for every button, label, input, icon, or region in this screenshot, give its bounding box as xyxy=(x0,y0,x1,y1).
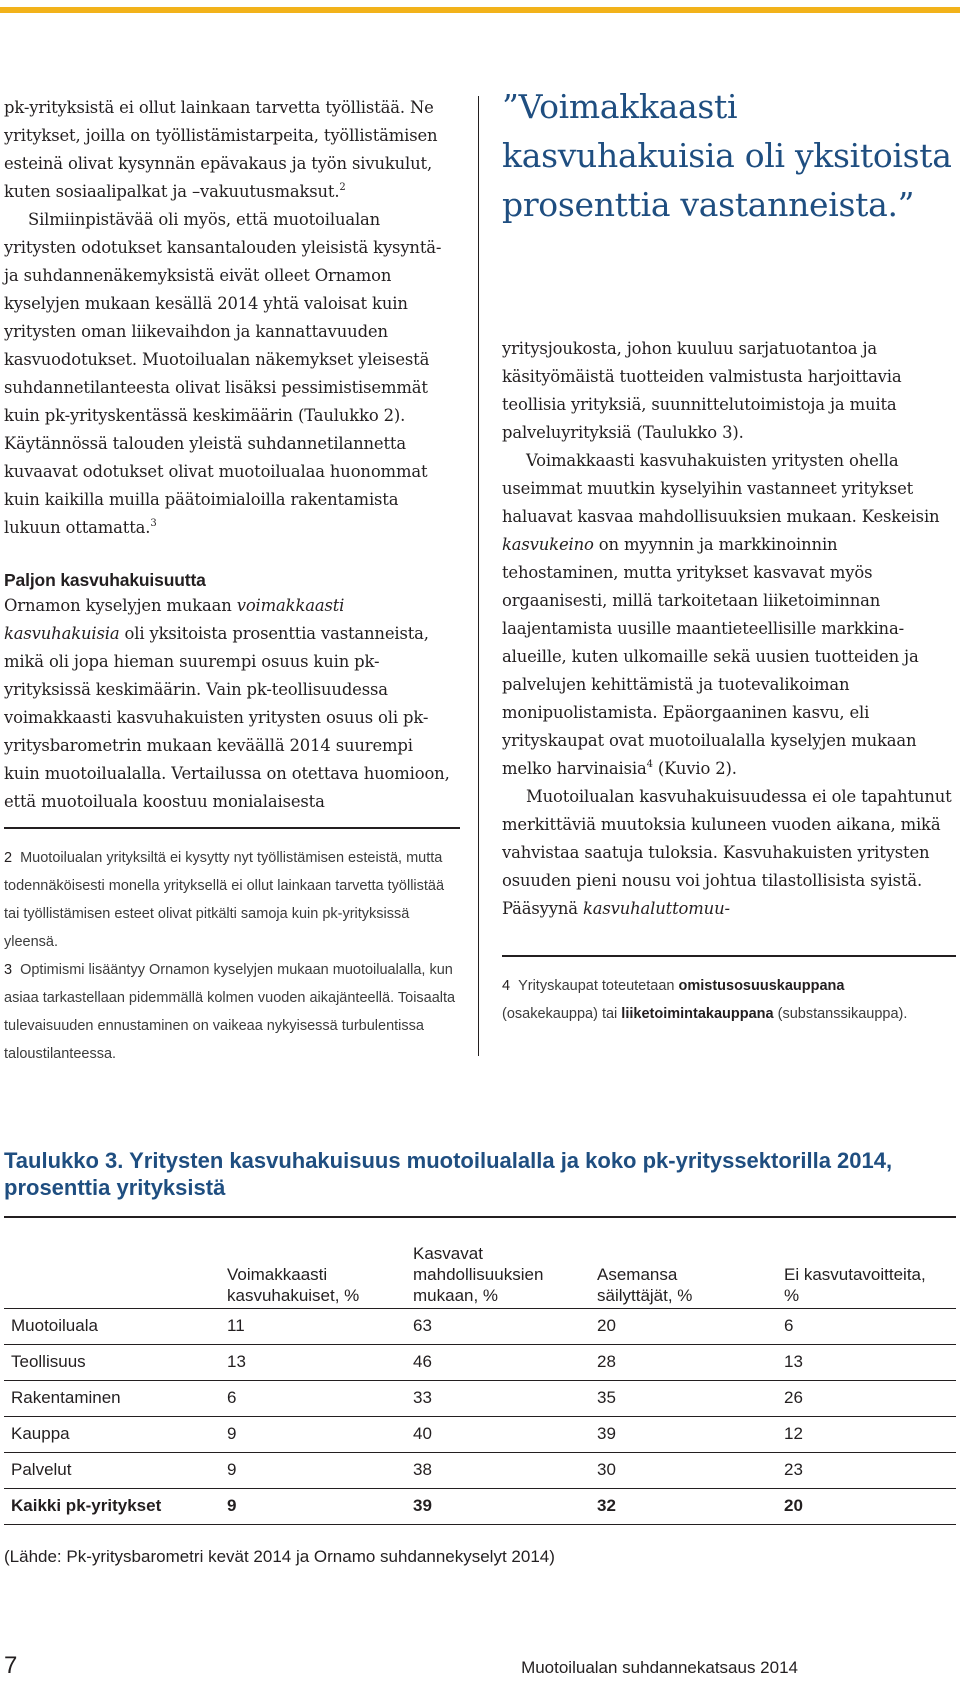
table-cell: 20 xyxy=(597,1316,616,1335)
table-cell: 9 xyxy=(227,1424,237,1443)
table-cell: 6 xyxy=(784,1316,794,1335)
header-voimakkaasti: Voimakkaasti kasvuhakuiset, % xyxy=(227,1265,360,1305)
table-cell: 46 xyxy=(413,1352,432,1371)
footnote-4: 4 Yrityskaupat toteutetaan omistusosuuskauppana (osakekauppa) tai liiketoimintakauppana (substanssikauppa). xyxy=(502,978,908,1022)
footnotes-left xyxy=(4,844,460,1068)
table-cell: 9 xyxy=(227,1460,237,1479)
table-cell: 33 xyxy=(413,1388,432,1407)
footnote-3: 3 Optimismi lisääntyy Ornamon kyselyjen mukaan muotoilualalla, kun asiaa tarkastellaan pidemmällä kolmen vuoden aikajänteellä. Toisaalta tulevaisuuden ennustaminen on vaikeaa nykyisessä turbulentissa taloustilanteessa. xyxy=(4,962,456,1062)
table-cell: 26 xyxy=(784,1388,803,1407)
left-paragraph-2: Silmiinpistävää oli myös, että muotoilualan yritysten odotukset kansantalouden yleisistä kysyntä- ja suhdannenäkemyksistä eivät olleet Ornamon kyselyjen mukaan kesällä 2014 yhtä valoisat kuin yritysten oman liikevaihdon ja kannattavuuden kasvuodotukset. Muotoilualan näkemykset yleisestä suhdannetilanteesta olivat lisäksi pessimistisemmät kuin pk-yrityskentässä keskimäärin (Taulukko 2). Käytännössä talouden yleistä suhdannetilannetta kuvaavat odotukset olivat muotoilualaa huonommat kuin kaikilla muilla päätoimialoilla rakentamista lukuun ottamatta.$^3$ xyxy=(4,210,442,537)
right-paragraph-1: yritysjoukosta, johon kuuluu sarjatuotantoa ja käsityömäistä tuotteiden valmistusta harjoittavia teollisia yrityksiä, suunnittelutoimistoja ja muita palveluyrityksiä (Taulukko 3). xyxy=(502,339,902,442)
table-cell: 40 xyxy=(413,1424,432,1443)
table-row xyxy=(4,1416,956,1452)
left-paragraph-1: pk-yrityksistä ei ollut lainkaan tarvetta työllistää. Ne yritykset, joilla on työllistämistarpeita, työllistämisen esteinä olivat kysynnän epävakaus ja työn sivukulut, kuten sosiaalipalkat ja –vakuutusmaksut.$^2$ xyxy=(4,98,438,201)
right-paragraph-3: Muotoilualan kasvuhakuisuudessa ei ole tapahtunut merkittäviä muutoksia kuluneen vuoden aikana, mikä vahvistaa saatuja tuloksia. Kasvuhakuisten yritysten osuuden pieni nousu voi johtua tilastollisista syistä. Pääsyynä kasvuhaluttomuu- xyxy=(502,787,952,918)
header-kasvavat: Kasvavat mahdollisuuksien mukaan, % xyxy=(413,1244,544,1305)
pull-quote: ”Voimakkaasti kasvuhakuisia oli yksitoista prosenttia vastanneista.” xyxy=(502,87,952,224)
row-label: Muotoiluala xyxy=(11,1316,98,1335)
table-row-total xyxy=(4,1488,956,1525)
header-asemansa: Asemansa säilyttäjät, % xyxy=(597,1265,693,1305)
table-cell: 39 xyxy=(413,1496,432,1515)
row-label: Palvelut xyxy=(11,1460,72,1479)
table-cell: 20 xyxy=(784,1496,803,1515)
table-cell: 13 xyxy=(227,1352,246,1371)
table-source: (Lähde: Pk-yritysbarometri kevät 2014 ja Ornamo suhdannekyselyt 2014) xyxy=(4,1547,555,1566)
table-cell: 28 xyxy=(597,1352,616,1371)
table-cell: 39 xyxy=(597,1424,616,1443)
column-divider xyxy=(478,96,479,1056)
table-cell: 63 xyxy=(413,1316,432,1335)
table-cell: 32 xyxy=(597,1496,616,1515)
footnote-ref-4: 4 xyxy=(646,759,653,770)
left-paragraph-3: Ornamon kyselyjen mukaan voimakkaasti kasvuhakuisia oli yksitoista prosenttia vastanneista, mikä oli jopa hieman suurempi osuus kuin pk-yrityksissä keskimäärin. Vain pk-teollisuudessa voimakkaasti kasvuhakuisten yritysten osuus oli pk-yritysbarometrin mukaan keväällä 2014 suurempi kuin muotoilualalla. Vertailussa on otettava huomioon, että muotoiluala koostuu monialaisesta xyxy=(4,596,450,811)
row-label: Rakentaminen xyxy=(11,1388,121,1407)
right-column xyxy=(502,335,956,923)
table-cell: 30 xyxy=(597,1460,616,1479)
page-number: 7 xyxy=(4,1652,18,1679)
table-cell: 38 xyxy=(413,1460,432,1479)
row-label: Teollisuus xyxy=(11,1352,86,1371)
row-label: Kauppa xyxy=(11,1424,70,1443)
row-label: Kaikki pk-yritykset xyxy=(11,1496,162,1515)
footnote-divider-left xyxy=(4,827,460,829)
data-table xyxy=(4,1240,956,1525)
table-cell: 23 xyxy=(784,1460,803,1479)
left-column xyxy=(4,94,450,816)
table-cell: 12 xyxy=(784,1424,803,1443)
table-header-row xyxy=(4,1240,956,1308)
top-accent-bar xyxy=(0,7,960,13)
table-cell: 6 xyxy=(227,1388,237,1407)
publication-name: Muotoilualan suhdannekatsaus 2014 xyxy=(521,1658,798,1677)
table-title: Taulukko 3. Yritysten kasvuhakuisuus muotoilualalla ja koko pk-yrityssektorilla 2014, prosenttia yrityksistä xyxy=(4,1148,893,1200)
table-row xyxy=(4,1452,956,1488)
table-title-rule xyxy=(4,1216,956,1218)
section-heading: Paljon kasvuhakuisuutta xyxy=(4,570,206,590)
footnote-2: 2 Muotoilualan yrityksiltä ei kysytty nyt työllistämisen esteistä, mutta todennäköisesti monella yrityksellä ei ollut lainkaan tarvetta työllistää tai työllistämisen esteet olivat pitkälti samoja kuin pk-yrityksissä yleensä. xyxy=(4,850,445,950)
footnote-ref-3: 3 xyxy=(150,518,157,529)
table-cell: 11 xyxy=(227,1316,245,1335)
table-cell: 9 xyxy=(227,1496,237,1515)
table-row xyxy=(4,1344,956,1380)
table-cell: 13 xyxy=(784,1352,803,1371)
table-row xyxy=(4,1308,956,1344)
footnote-ref-2: 2 xyxy=(339,182,346,193)
footnote-divider-right xyxy=(502,955,956,957)
right-paragraph-2: Voimakkaasti kasvuhakuisten yritysten ohella useimmat muutkin kyselyihin vastanneet yritykset haluavat kasvaa mahdollisuuksien mukaan. Keskeisin kasvukeino on myynnin ja markkinoinnin tehostaminen, mutta yritykset kasvavat myös orgaanisesti, millä tarkoitetaan liiketoiminnan laajentamista uusille maantieteellisille markkina-alueille, kuten ulkomaille sekä uusien tuotteiden ja palvelujen kehittämistä ja tuotevalikoiman monipuolistamista. Epäorgaaninen kasvu, eli yrityskaupat ovat muotoilualalla kyselyjen mukaan melko harvinaisia$^4$ (Kuvio 2). xyxy=(502,451,940,778)
header-ei-kasvutavoitteita: Ei kasvutavoitteita, % xyxy=(784,1265,926,1305)
table-cell: 35 xyxy=(597,1388,616,1407)
table-row xyxy=(4,1380,956,1416)
